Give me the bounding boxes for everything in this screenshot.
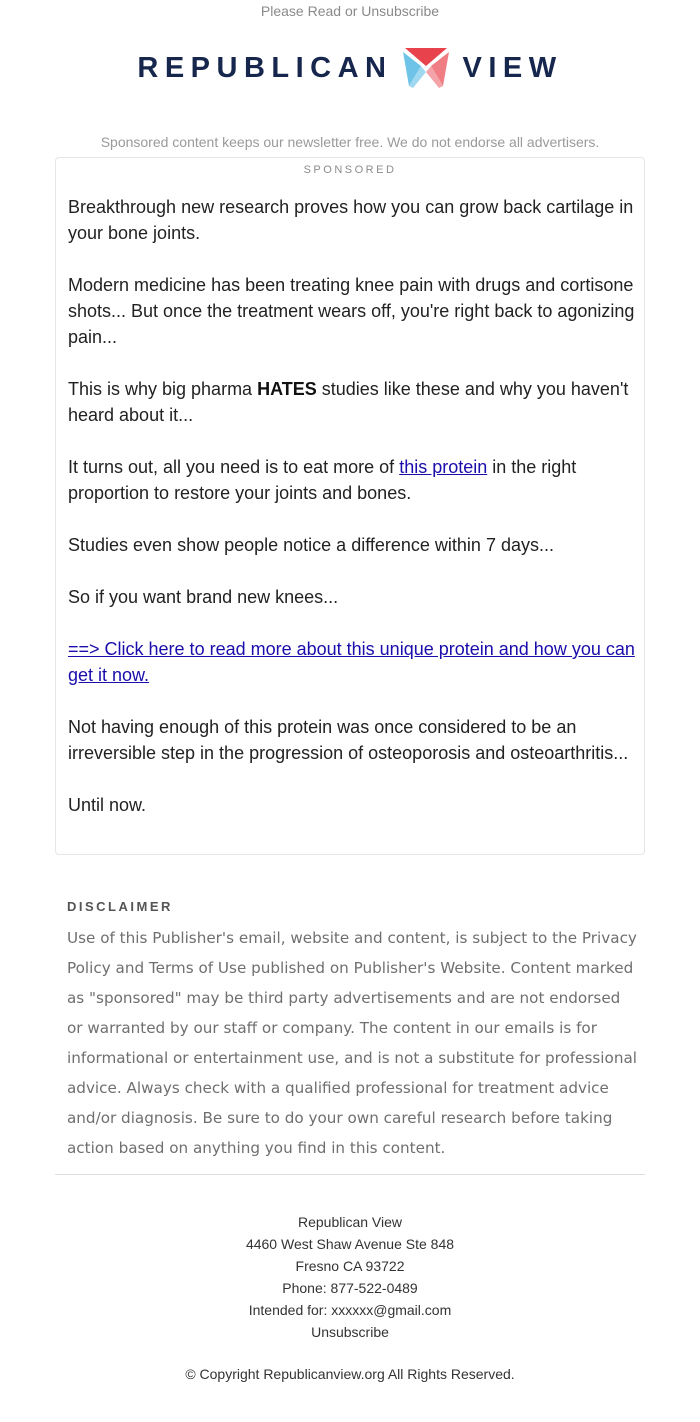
footer-address-line-2: Fresno CA 93722 bbox=[295, 1258, 405, 1274]
ad-paragraph-6: So if you want brand new knees... bbox=[68, 587, 339, 607]
footer-divider bbox=[55, 1174, 645, 1175]
ad-paragraph-5: Studies even show people notice a difference within 7 days... bbox=[68, 535, 554, 555]
disclaimer-text: Use of this Publisher's email, website and content, is subject to the Privacy Policy and Terms of Use published on Publisher's Website. Content marked as "sponsored" may be third party advertisements and are not endorsed or warranted by our staff or company. The content in our emails is for informational or entertainment use, and is not a substitute for professional advice. Always check with a qualified professional for treatment advice and/or diagnosis. Be sure to do your own careful research before taking action based on anything you find in this content. bbox=[67, 929, 637, 1157]
ad-paragraph-4: It turns out, all you need is to eat more of this protein in the right proportion to restore your joints and bones. bbox=[68, 457, 577, 503]
ad-paragraph-8: Until now. bbox=[68, 795, 147, 815]
footer bbox=[0, 1211, 700, 1343]
please-read-unsubscribe-link[interactable]: Please Read or Unsubscribe bbox=[260, 3, 440, 19]
sponsored-content-note: Sponsored content keeps our newsletter free. We do not endorse all advertisers. bbox=[100, 134, 600, 150]
ad-paragraph-1: Breakthrough new research proves how you can grow back cartilage in your bone joints. bbox=[68, 197, 634, 243]
click-here-cta-link[interactable]: ==> Click here to read more about this unique protein and how you can get it now. bbox=[68, 639, 635, 685]
logo-text-right: VIEW bbox=[462, 51, 563, 84]
footer-phone: Phone: 877-522-0489 bbox=[282, 1280, 418, 1296]
ad-paragraph-7: Not having enough of this protein was once considered to be an irreversible step in the progression of osteoporosis and osteoarthritis... bbox=[68, 717, 629, 763]
ad-paragraph-3: This is why big pharma HATES studies like these and why you haven't heard about it... bbox=[68, 379, 629, 425]
sponsored-label: SPONSORED bbox=[303, 164, 397, 176]
brand-logo[interactable] bbox=[0, 44, 700, 92]
disclaimer-title: DISCLAIMER bbox=[67, 899, 173, 914]
footer-address-line-1: 4460 West Shaw Avenue Ste 848 bbox=[245, 1236, 455, 1252]
ad-cta-paragraph bbox=[68, 636, 638, 688]
copyright: © Copyright Republicanview.org All Rights Reserved. bbox=[185, 1366, 515, 1382]
logo-text-left: REPUBLICAN bbox=[137, 51, 393, 84]
ad-paragraph-2: Modern medicine has been treating knee pain with drugs and cortisone shots... But once the treatment wears off, you're right back to agonizing pain... bbox=[68, 275, 635, 347]
hates-emphasis: HATES bbox=[257, 379, 317, 399]
footer-unsubscribe-link[interactable]: Unsubscribe bbox=[311, 1324, 389, 1340]
this-protein-link[interactable]: this protein bbox=[399, 457, 488, 477]
sponsored-ad-card bbox=[55, 157, 645, 855]
ad-body bbox=[68, 194, 638, 844]
star-flag-icon bbox=[399, 46, 453, 90]
footer-intended-for: Intended for: xxxxxx@gmail.com bbox=[248, 1302, 452, 1318]
footer-company: Republican View bbox=[297, 1214, 403, 1230]
